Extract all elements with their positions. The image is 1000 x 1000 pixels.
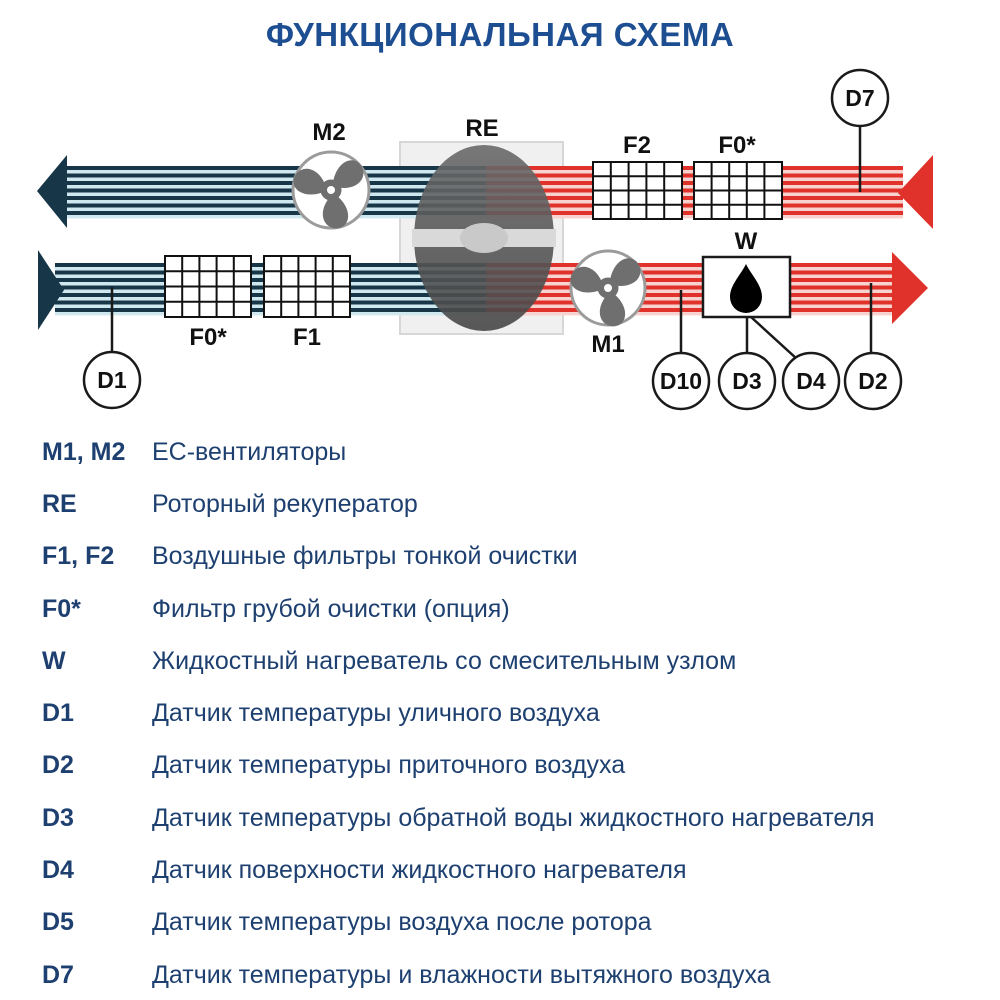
legend-row bbox=[42, 740, 972, 792]
svg-text:D3: D3 bbox=[732, 368, 762, 394]
legend-row bbox=[42, 635, 972, 687]
legend-desc: Датчик температуры приточного воздуха bbox=[152, 751, 626, 780]
legend-desc: Датчик температуры воздуха после ротора bbox=[152, 908, 652, 937]
outdoor-in-arrow bbox=[38, 250, 64, 330]
exhaust-out-arrow bbox=[37, 155, 67, 228]
fan-m1-icon bbox=[566, 251, 645, 331]
legend-key: D4 bbox=[42, 856, 74, 885]
legend-key: F0* bbox=[42, 594, 81, 623]
filter-f2-icon bbox=[593, 162, 682, 219]
sensor-d2 bbox=[845, 353, 901, 409]
legend-key: F1, F2 bbox=[42, 542, 115, 571]
legend-key: D2 bbox=[42, 751, 74, 780]
legend-key: RE bbox=[42, 489, 77, 518]
water-heater-icon bbox=[703, 257, 790, 317]
w-label: W bbox=[734, 228, 758, 255]
sensor-d3 bbox=[719, 353, 775, 409]
legend-desc: Датчик поверхности жидкостного нагревателя bbox=[152, 856, 687, 885]
legend-desc: Датчик температуры обратной воды жидкостного нагревателя bbox=[152, 803, 875, 832]
legend-desc: Воздушные фильтры тонкой очистки bbox=[152, 542, 578, 571]
page-title: ФУНКЦИОНАЛЬНАЯ СХЕМА bbox=[265, 16, 735, 53]
filter-f0-top-icon bbox=[694, 162, 782, 219]
legend-desc: ЕС-вентиляторы bbox=[152, 437, 347, 466]
legend-row bbox=[42, 583, 972, 635]
f0-top-label: F0* bbox=[718, 132, 756, 159]
svg-text:D4: D4 bbox=[796, 368, 826, 394]
legend-row bbox=[42, 949, 972, 1000]
legend-desc: Датчик температуры и влажности вытяжного воздуха bbox=[152, 960, 771, 989]
legend-desc: Жидкостный нагреватель со смесительным узлом bbox=[152, 646, 737, 675]
legend-key: W bbox=[42, 646, 66, 675]
f0-bottom-label: F0* bbox=[189, 324, 227, 351]
filter-f1-icon bbox=[264, 256, 350, 317]
m1-label: M1 bbox=[591, 331, 625, 358]
legend-desc: Роторный рекуператор bbox=[152, 489, 418, 518]
svg-text:D2: D2 bbox=[858, 368, 888, 394]
legend-row bbox=[42, 426, 972, 478]
filter-f0-bottom-icon bbox=[165, 256, 251, 317]
legend-row bbox=[42, 844, 972, 896]
legend-key: D3 bbox=[42, 803, 74, 832]
legend-row bbox=[42, 531, 972, 583]
sensor-d1 bbox=[84, 352, 140, 408]
svg-text:D1: D1 bbox=[97, 367, 127, 393]
sensor-d4 bbox=[783, 353, 839, 409]
legend-row bbox=[42, 478, 972, 530]
sensor-d7 bbox=[832, 70, 888, 126]
legend-key: D7 bbox=[42, 960, 74, 989]
f2-label: F2 bbox=[622, 132, 652, 159]
extract-in-arrow bbox=[898, 155, 933, 229]
fan-m2-icon bbox=[289, 152, 369, 233]
legend-row bbox=[42, 687, 972, 739]
functional-scheme-diagram bbox=[0, 0, 1000, 430]
svg-text:D10: D10 bbox=[659, 368, 703, 394]
legend-key: D5 bbox=[42, 908, 74, 937]
legend-key: M1, M2 bbox=[42, 437, 126, 466]
legend-key: D1 bbox=[42, 699, 74, 728]
legend-desc: Фильтр грубой очистки (опция) bbox=[152, 594, 510, 623]
sensor-d10 bbox=[653, 353, 709, 409]
legend-row bbox=[42, 792, 972, 844]
legend-row bbox=[42, 897, 972, 949]
f1-label: F1 bbox=[292, 324, 322, 351]
re-label: RE bbox=[465, 115, 499, 142]
legend bbox=[42, 426, 972, 1000]
m2-label: M2 bbox=[312, 119, 346, 146]
svg-text:D7: D7 bbox=[845, 85, 875, 111]
supply-out-arrow bbox=[892, 252, 928, 324]
legend-desc: Датчик температуры уличного воздуха bbox=[152, 699, 600, 728]
